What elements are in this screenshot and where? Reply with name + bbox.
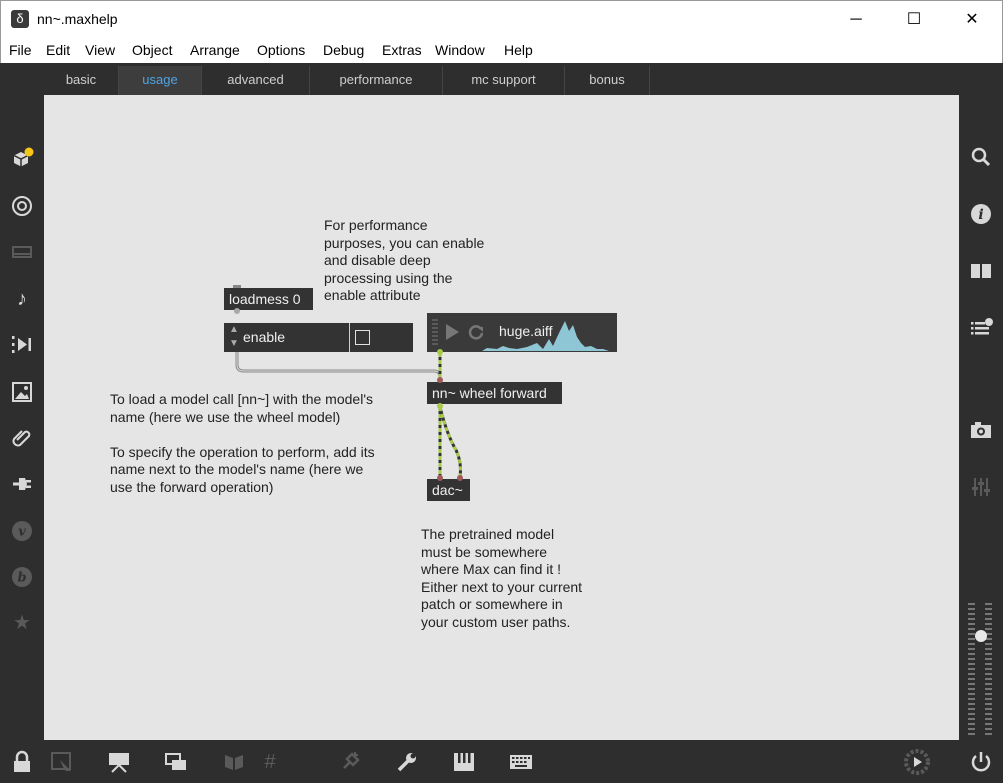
comment-pretrained-model: The pretrained model must be somewhere where Max can find it ! Either next to your current patch or somewhere in your custom user paths. (421, 526, 583, 630)
power-icon[interactable] (969, 750, 993, 774)
attrui-divider (349, 323, 350, 352)
attrui-arrows-icon: ▲ ▼ (229, 324, 239, 349)
wrench-icon[interactable] (395, 750, 419, 774)
menu-help[interactable]: Help (504, 42, 533, 58)
select-icon[interactable] (50, 750, 74, 774)
tab-performance[interactable]: performance (310, 66, 443, 95)
paperclip-icon[interactable] (10, 426, 34, 450)
left-sidebar (0, 63, 44, 740)
presentation-icon[interactable] (10, 240, 34, 264)
sample-player[interactable] (427, 313, 617, 352)
menu-extras[interactable]: Extras (382, 42, 422, 58)
piano-icon[interactable] (452, 750, 476, 774)
menu-arrange[interactable]: Arrange (190, 42, 240, 58)
drag-handle-icon[interactable] (432, 319, 438, 346)
package-cube-icon[interactable] (10, 147, 34, 171)
snap-icon[interactable] (222, 750, 246, 774)
sample-outlet (437, 349, 443, 355)
dac-inlet-left (437, 475, 443, 481)
pin-icon[interactable] (338, 750, 362, 774)
nn-outlet (437, 403, 443, 409)
menu-view[interactable]: View (85, 42, 116, 58)
window-title: nn~.maxhelp (37, 11, 118, 27)
dac-inlet-right (457, 475, 463, 481)
volume-slider[interactable] (968, 629, 992, 643)
loadmess-outlet (234, 308, 240, 314)
enable-attrui[interactable] (224, 323, 413, 352)
windows-icon[interactable] (164, 750, 188, 774)
loop-icon[interactable] (467, 323, 485, 341)
menu-edit[interactable]: Edit (46, 42, 71, 58)
enable-attr-label: enable (243, 329, 286, 345)
maximize-button[interactable]: ☐ (906, 11, 922, 28)
loadmess-object[interactable]: loadmess 0 (224, 288, 313, 310)
tab-mc-support[interactable]: mc support (443, 66, 565, 95)
book-icon[interactable] (969, 259, 993, 283)
target-icon[interactable] (10, 194, 34, 218)
presentation-mode-icon[interactable] (107, 750, 131, 774)
menu-object[interactable]: Object (132, 42, 173, 58)
image-icon[interactable] (10, 380, 34, 404)
play-media-icon[interactable] (10, 333, 34, 357)
mixer-icon[interactable] (969, 475, 993, 499)
volume-slider-knob[interactable] (975, 630, 987, 642)
loadmess-inlet (233, 285, 241, 288)
star-icon[interactable]: ★ (13, 612, 31, 634)
level-meter-left (968, 603, 975, 735)
menu-options[interactable]: Options (257, 42, 306, 58)
tab-usage[interactable]: usage (119, 66, 202, 95)
menu-window[interactable]: Window (435, 42, 485, 58)
title-bar (0, 0, 1003, 38)
dac-object[interactable]: dac~ (427, 479, 470, 501)
keyboard-icon[interactable] (509, 750, 533, 774)
help-tab-bar (44, 63, 959, 95)
lock-icon[interactable] (10, 750, 34, 774)
tab-bonus[interactable]: bonus (565, 66, 650, 95)
patcher-canvas[interactable] (44, 95, 959, 740)
tab-advanced[interactable]: advanced (202, 66, 310, 95)
close-button[interactable]: ✕ (965, 11, 979, 28)
transport-icon[interactable] (903, 748, 931, 776)
search-icon[interactable] (969, 145, 993, 169)
enable-toggle-checkbox[interactable] (355, 330, 370, 345)
list-icon[interactable] (969, 317, 993, 341)
nn-wheel-forward-object[interactable]: nn~ wheel forward (427, 382, 562, 404)
play-icon[interactable] (444, 323, 460, 341)
comment-load-model: To load a model call [nn~] with the model's name (here we use the wheel model) To specify the operation to perform, add its name next to the model's name (here we use the forward operation) (110, 391, 375, 495)
level-meter-right (985, 603, 992, 735)
minimize-button[interactable]: ─ (850, 11, 862, 28)
tab-basic[interactable]: basic (44, 66, 119, 95)
max-app-icon: δ (11, 10, 29, 28)
svg-text:v: v (18, 524, 26, 540)
signal-cord-right (440, 407, 461, 477)
nn-inlet (437, 377, 443, 383)
menu-debug[interactable]: Debug (323, 42, 365, 58)
sample-filename: huge.aiff (499, 323, 553, 339)
menu-bar (0, 38, 1003, 63)
svg-text:i: i (978, 207, 984, 223)
info-icon[interactable] (969, 202, 993, 226)
bottom-toolbar (0, 740, 1003, 783)
camera-icon[interactable] (969, 418, 993, 442)
svg-text:b: b (17, 570, 27, 586)
v-icon[interactable] (10, 519, 34, 543)
music-note-icon[interactable]: ♪ (17, 288, 27, 310)
menu-file[interactable]: File (9, 42, 32, 58)
b-icon[interactable] (10, 565, 34, 589)
right-sidebar (959, 63, 1003, 740)
plug-icon[interactable] (10, 472, 34, 496)
grid-icon[interactable]: # (264, 751, 276, 773)
comment-enable-attribute: For performance purposes, you can enable and disable deep processing using the enable attribute (324, 217, 485, 303)
